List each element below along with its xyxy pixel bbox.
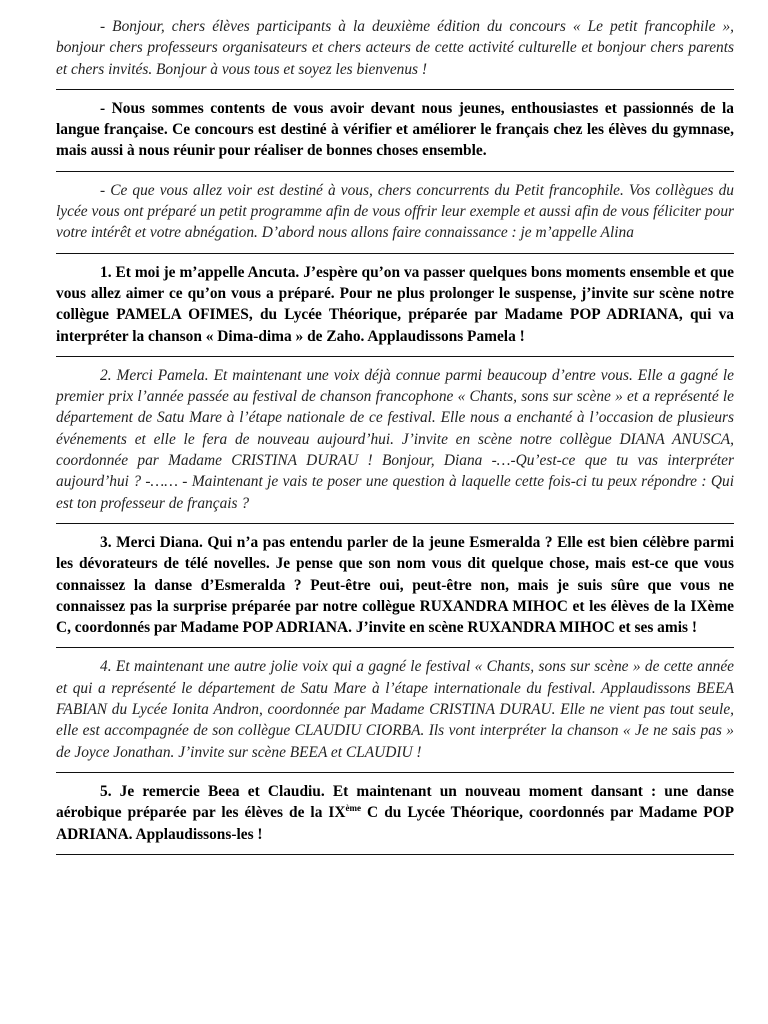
paragraph-item-4: 4. Et maintenant une autre jolie voix qui a gagné le festival « Chants, sons sur scène » de cette année et qui a représenté le département de Satu Mare à l’étape internationale du festival. Applaudissons BEEA FABIAN du Lycée Ionita Andron, coordonnée par Madame CRISTINA DURAU. Elle ne vient pas tout seule, elle est accompagnée de son collègue CLAUDIU CIORBA. Ils vont interpréter la chanson « Je ne sais pas » de Joyce Jonathan. J’invite sur scène BEEA et CLAUDIU !: [56, 658, 734, 761]
paragraph-program-intro: - Ce que vous allez voir est destiné à vous, chers concurrents du Petit francophile. Vos collègues du lycée vous ont préparé un petit programme afin de vous offrir leur exemple et aussi afin de vous féliciter pour votre intérêt et votre abnégation. D’abord nous allons faire connaissance : je m’appelle Alina: [56, 181, 734, 242]
paragraph-item-2: 2. Merci Pamela. Et maintenant une voix déjà connue parmi beaucoup d’entre vous. Elle a gagné le premier prix l’année passée au festival de chanson francophone « Chants, sons sur scène » et a représenté le département de Satu Mare à l’étape nationale de ce festival. Elle nous a enchanté à l’occasion de plusieurs événements et elle le fera de nouveau aujourd’hui. J’invite en scène notre collègue DIANA ANUSCA, coordonnée par Madame CRISTINA DURAU ! Bonjour, Diana -…-Qu’est-ce que tu vas interpréter aujourd’hui ? -…… - Maintenant je vais te poser une question à laquelle cette fois-ci tu peux répondre : Qui est ton professeur de français ?: [56, 366, 734, 512]
paragraph-welcome: - Bonjour, chers élèves participants à la deuxième édition du concours « Le petit francophile », bonjour chers professeurs organisateurs et chers acteurs de cette activité culturelle et bonjour chers parents et chers invités. Bonjour à vous tous et soyez les bienvenus !: [56, 18, 734, 78]
paragraph-item-5-superscript: ème: [345, 803, 362, 814]
paragraph-item-5-text-after: C du Lycée Théorique, coordonnés par Madame POP ADRIANA. Applaudissons-les !: [56, 804, 734, 843]
paragraph-item-3: 3. Merci Diana. Qui n’a pas entendu parler de la jeune Esmeralda ? Elle est bien célèbre parmi les dévorateurs de télé novelles. Je pense que son nom vous dit quelque chose, mais est-ce que vous connaissez la danse d’Esmeralda ? Peut-être oui, peut-être non, mais je suis sûre que vous ne connaissez pas la surprise préparée par notre collègue RUXANDRA MIHOC et les élèves de la IXème C, coordonnés par Madame POP ADRIANA. J’invite en scène RUXANDRA MIHOC et ses amis !: [56, 533, 734, 637]
paragraph-contest-intro: - Nous sommes contents de vous avoir devant nous jeunes, enthousiastes et passionnés de la langue française. Ce concours est destiné à vérifier et améliorer le français chez les élèves du gymnase, mais aussi à nous réunir pour réaliser de bonnes choses ensemble.: [56, 99, 734, 160]
paragraph-item-5: [56, 781, 734, 845]
paragraph-item-1: 1. Et moi je m’appelle Ancuta. J’espère qu’on va passer quelques bons moments ensemble et que vous allez aimer ce qu’on vous a préparé. Pour ne plus prolonger le suspense, j’invite sur scène notre collègue PAMELA OFIMES, du Lycée Théorique, préparée par Madame POP ADRIANA, qui va interpréter la chanson « Dima-dima » de Zaho. Applaudissons Pamela !: [56, 263, 734, 345]
paragraph-item-5-text-before: 5. Je remercie Beea et Claudiu. Et maintenant un nouveau moment dansant : une danse aérobique préparée par les élèves de la IX: [56, 782, 734, 822]
separator-line: [56, 854, 734, 855]
document-page: [56, 16, 734, 855]
